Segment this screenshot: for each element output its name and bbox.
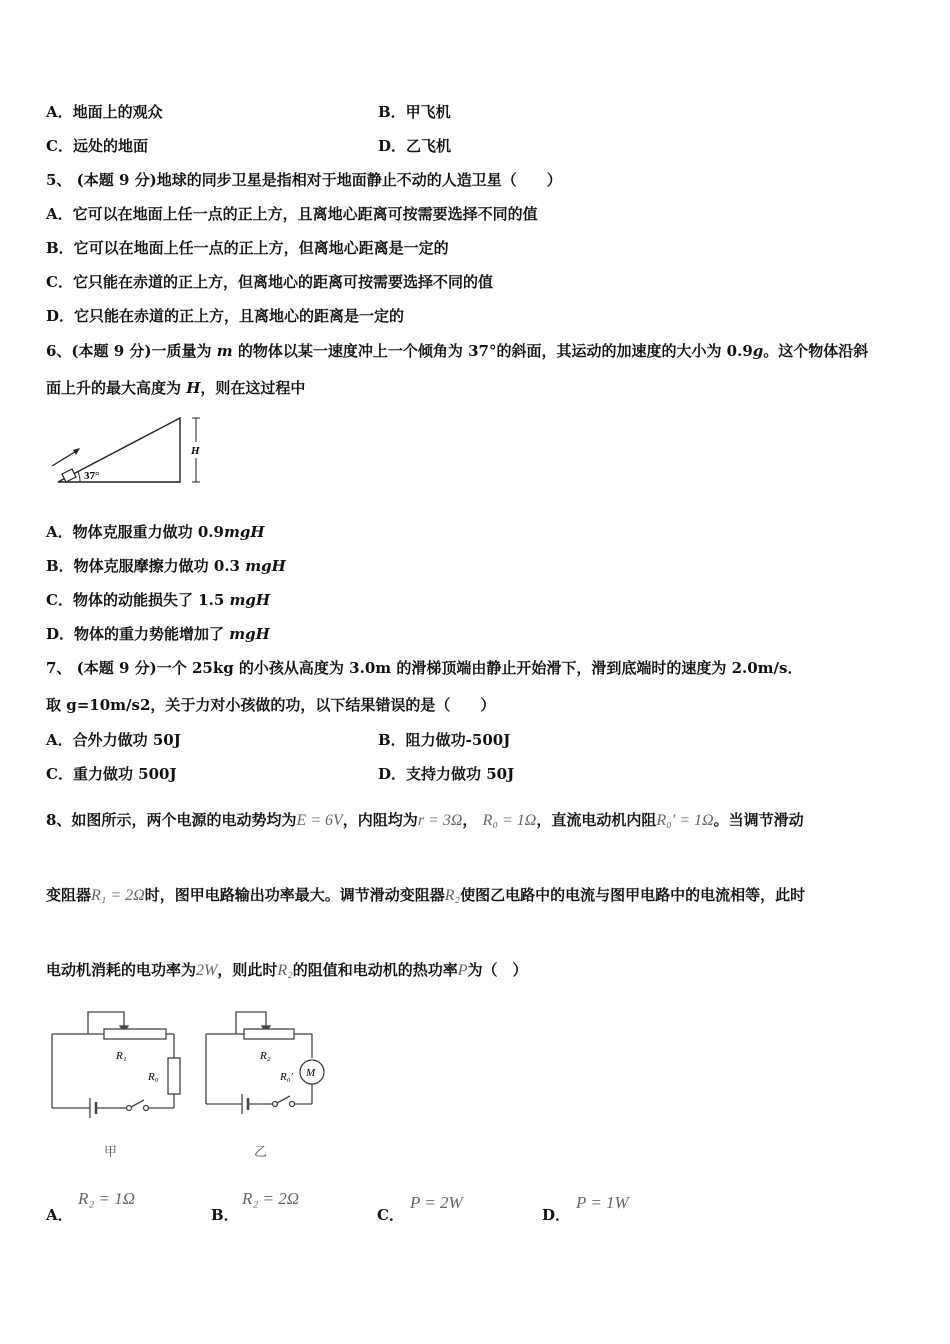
q8-text: ，直流电动机内阻 — [536, 811, 657, 829]
q8-option-a-value: R₂ = 1Ω — [78, 1189, 136, 1208]
q6-option-a — [46, 522, 265, 542]
r1-formula: R₁ = 2Ω — [91, 887, 145, 904]
power-value: 2W — [196, 962, 218, 979]
q8-text: 电动机消耗的电功率为 — [46, 961, 197, 979]
var-h: H — [186, 379, 201, 397]
q8-option-b-label: B． — [211, 1206, 239, 1224]
q4-option-a: A．地面上的观众 — [46, 103, 163, 121]
var-mgh: mgH — [229, 625, 270, 643]
q6-option-text: A．物体克服重力做功 0.9 — [46, 523, 224, 541]
q8-text: 的阻值和电动机的热功率 — [292, 961, 458, 979]
q8-stem-line3 — [46, 960, 528, 981]
r2-symbol: R₂ — [277, 962, 293, 979]
q7-option-d: D．支持力做功 50J — [378, 765, 515, 783]
q6-option-text: D．物体的重力势能增加了 — [46, 625, 230, 643]
q6-stem-text: 的物体以某一速度冲上一个倾角为 37°的斜面，其运动的加速度的大小为 0.9 — [232, 342, 753, 360]
q5-option-a: A．它可以在地面上任一点的正上方，且离地心距离可按需要选择不同的值 — [46, 205, 538, 223]
label-r2: R₂ — [260, 1050, 271, 1062]
q5-option-b: B．它可以在地面上任一点的正上方，但离地心距离是一定的 — [46, 239, 449, 257]
q6-option-c — [46, 590, 270, 610]
q4-option-d: D．乙飞机 — [378, 137, 452, 155]
q8-option-d-label: D． — [542, 1206, 571, 1224]
q5-option-d: D．它只能在赤道的正上方，且离地心的距离是一定的 — [46, 307, 405, 325]
p-symbol: P — [457, 962, 468, 979]
q8-text: 为（ ） — [467, 961, 528, 979]
q6-option-b — [46, 556, 286, 576]
motor-icon: M — [306, 1067, 316, 1079]
q8-text: 。当调节滑动 — [713, 811, 804, 829]
q6-stem-text: 面上升的最大高度为 — [46, 379, 187, 397]
label-r1: R₁ — [116, 1050, 127, 1062]
var-mgh: mgH — [223, 523, 265, 541]
q8-stem-line2 — [46, 885, 805, 906]
incline-figure — [46, 412, 211, 490]
q6-option-d — [46, 624, 270, 644]
q7-stem-line2: 取 g=10m/s2，关于力对小孩做的功，以下结果错误的是（ ） — [46, 696, 496, 714]
q6-stem-text: 。这个物体沿斜 — [763, 342, 869, 360]
q8-option-a-label: A． — [46, 1206, 73, 1224]
q7-option-b: B．阻力做功-500J — [378, 731, 511, 749]
q8-option-c-value: P = 2W — [410, 1193, 463, 1212]
label-r0: R₀ — [148, 1071, 159, 1083]
caption-yi: 乙 — [254, 1144, 268, 1159]
q6-stem-line1 — [46, 341, 868, 361]
q8-option-c-label: C． — [377, 1206, 404, 1224]
q7-option-a: A．合外力做功 50J — [46, 731, 181, 749]
caption-jia: 甲 — [104, 1144, 118, 1159]
q6-stem-line2 — [46, 378, 305, 398]
q6-stem-text: ，则在这过程中 — [200, 379, 306, 397]
q8-option-b-value: R₂ = 2Ω — [242, 1189, 300, 1208]
r2-symbol: R₂ — [444, 887, 461, 904]
label-r0-prime: R₀′ — [280, 1071, 293, 1083]
q6-option-text: C．物体的动能损失了 1.5 — [46, 591, 230, 609]
q4-option-c: C．远处的地面 — [46, 137, 148, 155]
q8-text: ，内阻均为 — [342, 811, 418, 829]
q8-text: 变阻器 — [46, 886, 92, 904]
q6-option-text: B．物体克服摩擦力做功 0.3 — [46, 557, 246, 575]
emf-formula: E = 6V — [296, 812, 343, 829]
circuit-jia — [44, 1004, 194, 1164]
q6-stem-text: 6、(本题 9 分)一质量为 — [46, 342, 217, 360]
height-label: H — [191, 445, 200, 457]
var-m: m — [216, 342, 233, 360]
var-mgh: mgH — [245, 557, 286, 575]
q7-stem-line1: 7、 (本题 9 分)一个 25kg 的小孩从高度为 3.0m 的滑梯顶端由静止开始滑下，滑到底端时的速度为 2.0m/s． — [46, 659, 803, 677]
r0-prime-formula: R₀′ = 1Ω — [656, 812, 714, 829]
q7-option-c: C．重力做功 500J — [46, 765, 177, 783]
q8-text: 使图乙电路中的电流与图甲电路中的电流相等，此时 — [460, 886, 806, 904]
q8-option-d-value: P = 1W — [576, 1193, 629, 1212]
r0-formula: R₀ = 1Ω — [482, 812, 537, 829]
q5-option-c: C．它只能在赤道的正上方，但离地心的距离可按需要选择不同的值 — [46, 273, 493, 291]
q8-text: 8、如图所示，两个电源的电动势均为 — [46, 811, 297, 829]
var-mgh: mgH — [229, 591, 271, 609]
circuit-yi — [198, 1004, 338, 1164]
var-g: g — [752, 342, 764, 360]
internal-resistance-formula: r = 3Ω — [417, 812, 463, 829]
q4-option-b: B．甲飞机 — [378, 103, 451, 121]
q5-stem: 5、 (本题 9 分)地球的同步卫星是指相对于地面静止不动的人造卫星（ ） — [46, 171, 562, 189]
q8-text: 时，图甲电路输出功率最大。调节滑动变阻器 — [144, 886, 445, 904]
q8-text: ，则此时 — [217, 961, 278, 979]
q8-text: ， — [462, 811, 478, 829]
q8-stem-line1 — [46, 810, 804, 831]
angle-label: 37° — [84, 470, 100, 482]
